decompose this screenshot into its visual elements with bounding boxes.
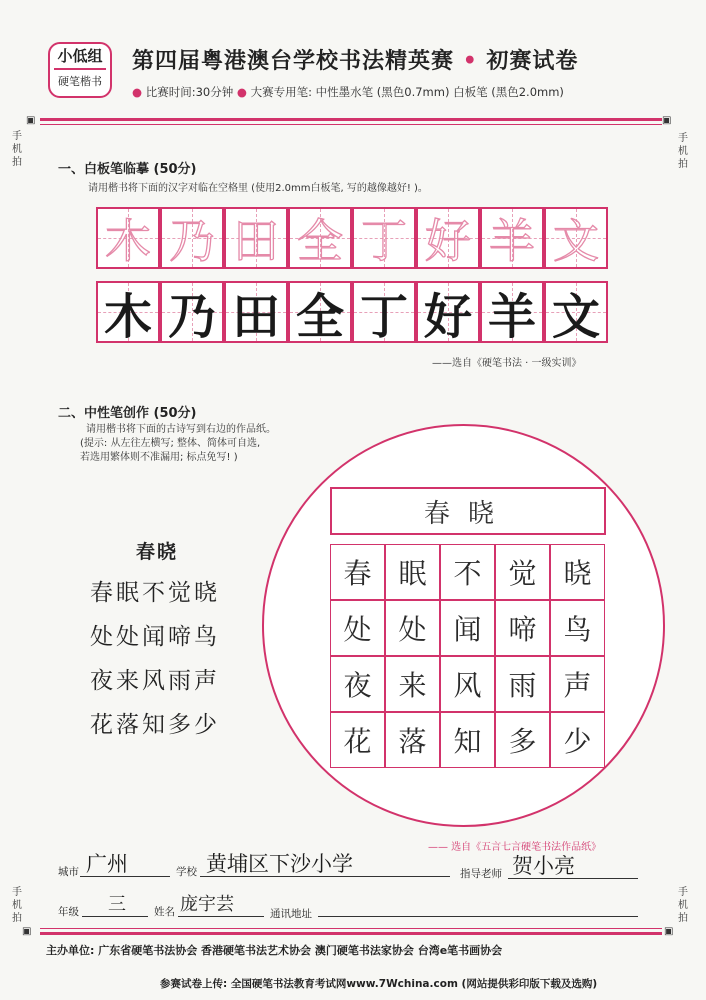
work-cell: 不 xyxy=(440,544,495,600)
work-cell: 声 xyxy=(550,656,605,712)
work-cell: 啼 xyxy=(495,600,550,656)
side-label-tr: 手机拍 xyxy=(678,133,688,170)
header-rule-thin xyxy=(40,124,662,125)
name-label: 姓名 xyxy=(154,906,175,918)
section2-heading: 二、中性笔创作 (50分) xyxy=(58,406,197,421)
footer-rule xyxy=(40,928,662,929)
city-underline xyxy=(80,876,170,877)
work-row xyxy=(330,544,605,600)
poem-line: 花落知多少 xyxy=(90,712,220,738)
work-cell: 来 xyxy=(385,656,440,712)
work-row xyxy=(330,600,605,656)
teacher-label: 指导老师 xyxy=(460,868,502,880)
work-cell: 花 xyxy=(330,712,385,768)
exam-pen: 大赛专用笔: 中性墨水笔 (黑色0.7mm) 白板笔 (黑色2.0mm) xyxy=(250,85,564,99)
work-cell: 落 xyxy=(385,712,440,768)
work-cell: 多 xyxy=(495,712,550,768)
work-row xyxy=(330,656,605,712)
grade-underline xyxy=(82,916,148,917)
work-cell: 知 xyxy=(440,712,495,768)
trace-cell: 田 xyxy=(224,207,288,269)
city-field[interactable]: 广州 xyxy=(86,852,128,876)
work-cell: 夜 xyxy=(330,656,385,712)
school-underline xyxy=(200,876,450,877)
side-label-br: 手机拍 xyxy=(678,887,688,924)
organizers: 主办单位: 广东省硬笔书法协会 香港硬笔书法艺术协会 澳门硬笔书法家协会 台湾e笔书画协会 xyxy=(46,944,503,957)
school-label: 学校 xyxy=(176,866,197,878)
poem-line: 夜来风雨声 xyxy=(90,668,220,694)
copy-cell: 好 xyxy=(416,281,480,343)
title-suffix: 初赛试卷 xyxy=(486,48,579,74)
camera-icon: ▣ xyxy=(26,115,36,126)
copy-cell: 全 xyxy=(288,281,352,343)
work-cell: 觉 xyxy=(495,544,550,600)
side-label-bl: 手机拍 xyxy=(12,887,22,924)
trace-cell: 乃 xyxy=(160,207,224,269)
badge-group: 小低组 xyxy=(57,47,103,65)
work-title-box xyxy=(330,487,606,535)
bullet-icon: ● xyxy=(236,85,247,99)
work-cell: 眠 xyxy=(385,544,440,600)
work-cell: 晓 xyxy=(550,544,605,600)
work-cell: 少 xyxy=(550,712,605,768)
exam-time: 比赛时间:30分钟 xyxy=(145,85,234,99)
section1-heading: 一、白板笔临摹 (50分) xyxy=(58,162,197,177)
trace-cell: 羊 xyxy=(480,207,544,269)
poem-line: 处处闻啼鸟 xyxy=(90,624,220,650)
trace-cell: 好 xyxy=(416,207,480,269)
badge-style: 硬笔楷书 xyxy=(58,75,102,88)
copy-cell: 丁 xyxy=(352,281,416,343)
name-underline xyxy=(178,916,264,917)
header-rule xyxy=(40,118,662,121)
copy-cell: 文 xyxy=(544,281,608,343)
title-separator: • xyxy=(462,48,478,74)
work-title: 春晓 xyxy=(423,498,512,529)
school-field[interactable]: 黄埔区下沙小学 xyxy=(206,852,353,876)
work-cell: 风 xyxy=(440,656,495,712)
copy-cell: 羊 xyxy=(480,281,544,343)
camera-icon: ▣ xyxy=(664,926,674,937)
poem-line: 春眠不觉晓 xyxy=(90,580,220,606)
city-label: 城市 xyxy=(58,866,79,878)
work-grid xyxy=(330,544,605,768)
name-field[interactable]: 庞宇芸 xyxy=(180,894,234,915)
work-cell: 处 xyxy=(385,600,440,656)
camera-icon: ▣ xyxy=(22,926,32,937)
trace-cell: 全 xyxy=(288,207,352,269)
upload-note: 参赛试卷上传: 全国硬笔书法教育考试网www.7Wchina.com (网站提供彩印版下载及选购) xyxy=(160,978,598,990)
section2-note-3: 若选用繁体则不准漏用; 标点免写! ) xyxy=(80,452,238,463)
teacher-underline xyxy=(508,878,638,879)
section1-source: ——选自《硬笔书法 · 一级实训》 xyxy=(432,358,582,369)
trace-cell: 文 xyxy=(544,207,608,269)
address-label: 通讯地址 xyxy=(270,908,312,920)
copy-row xyxy=(96,281,608,343)
section1-note: 请用楷书将下面的汉字对临在空格里 (使用2.0mm白板笔, 写的越像越好! )。 xyxy=(88,183,428,194)
exam-info xyxy=(132,84,564,100)
work-cell: 闻 xyxy=(440,600,495,656)
work-row xyxy=(330,712,605,768)
work-cell: 春 xyxy=(330,544,385,600)
poem-title: 春晓 xyxy=(136,541,179,563)
copy-cell: 田 xyxy=(224,281,288,343)
work-cell: 鸟 xyxy=(550,600,605,656)
grade-label: 年级 xyxy=(58,906,79,918)
footer-rule-thick xyxy=(40,932,662,935)
address-underline xyxy=(318,916,638,917)
bullet-icon: ● xyxy=(132,85,143,99)
trace-cell: 丁 xyxy=(352,207,416,269)
section2-source: —— 选自《五言七言硬笔书法作品纸》 xyxy=(428,842,602,853)
section2-note-1: 请用楷书将下面的古诗写到右边的作品纸。 xyxy=(86,424,276,435)
teacher-field[interactable]: 贺小亮 xyxy=(512,854,575,878)
section2-note-2: (提示: 从左往左横写; 整体、简体可自选, xyxy=(80,438,261,449)
work-cell: 处 xyxy=(330,600,385,656)
copy-cell: 木 xyxy=(96,281,160,343)
page-title xyxy=(132,44,578,75)
work-cell: 雨 xyxy=(495,656,550,712)
grade-field[interactable]: 三 xyxy=(108,894,126,915)
trace-cell: 木 xyxy=(96,207,160,269)
title-main: 第四届粤港澳台学校书法精英赛 xyxy=(132,48,455,74)
copy-cell: 乃 xyxy=(160,281,224,343)
side-label-tl: 手机拍 xyxy=(12,131,22,168)
trace-row xyxy=(96,207,608,269)
camera-icon: ▣ xyxy=(662,115,672,126)
group-badge xyxy=(48,42,112,98)
